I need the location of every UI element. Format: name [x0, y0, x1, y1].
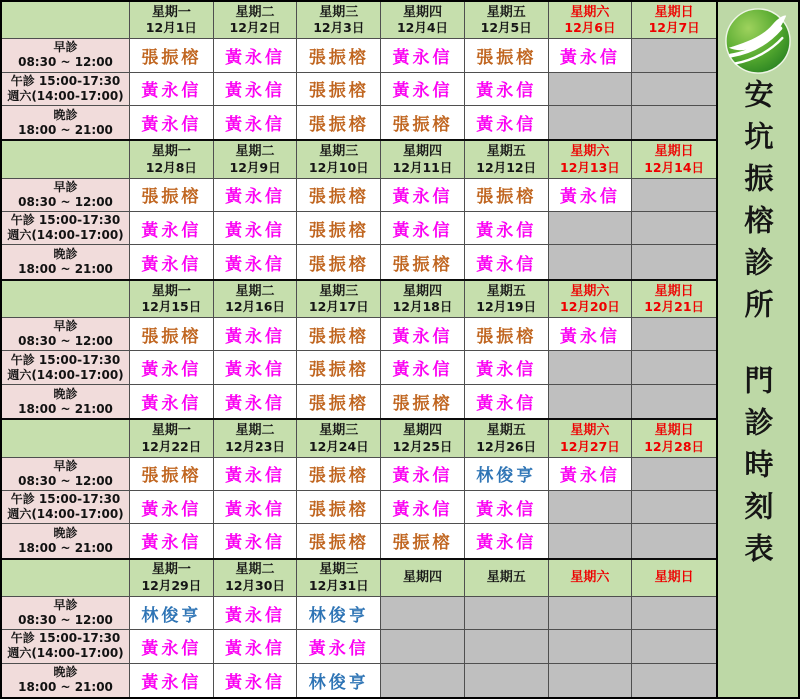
doctor-cell: 黃永信	[465, 491, 549, 524]
doctor-cell: 林俊亨	[297, 597, 381, 630]
day-name-label: 星期六	[570, 4, 610, 20]
day-header-星期一	[130, 420, 214, 457]
doctor-cell: 黃永信	[465, 351, 549, 384]
day-date-label: 12月15日	[141, 299, 202, 315]
doctor-cell: 黃永信	[130, 245, 214, 278]
session-time-label: 08:30 ~ 12:00	[18, 334, 113, 349]
day-name-label: 星期二	[235, 562, 275, 578]
doctor-cell: 黃永信	[130, 524, 214, 557]
doctor-cell: 張振榕	[297, 39, 381, 72]
doctor-cell: 黃永信	[214, 39, 298, 72]
doctor-cell: 黃永信	[214, 524, 298, 557]
day-header-星期四	[381, 141, 465, 178]
closed-cell	[549, 664, 633, 697]
doctor-cell: 黃永信	[465, 245, 549, 278]
day-name-label: 星期三	[319, 283, 359, 299]
day-header-星期五	[465, 281, 549, 318]
doctor-cell: 張振榕	[297, 318, 381, 351]
time-row-label	[2, 179, 130, 212]
day-name-label: 星期三	[319, 144, 359, 160]
doctor-cell: 張振榕	[297, 458, 381, 491]
session-name-label: 午診 15:00-17:30	[10, 352, 121, 367]
doctor-cell: 黃永信	[214, 179, 298, 212]
day-header-星期六	[549, 141, 633, 178]
closed-cell	[632, 318, 716, 351]
day-header-星期六	[549, 281, 633, 318]
time-row-label	[2, 212, 130, 245]
doctor-cell: 黃永信	[381, 39, 465, 72]
doctor-cell: 黃永信	[381, 458, 465, 491]
closed-cell	[465, 630, 549, 663]
day-date-label: 12月24日	[308, 438, 369, 454]
doctor-cell: 黃永信	[549, 318, 633, 351]
day-name-label: 星期四	[402, 423, 442, 439]
closed-cell	[632, 630, 716, 663]
doctor-cell: 張振榕	[297, 524, 381, 557]
time-row-label	[2, 39, 130, 72]
session-time-label: 18:00 ~ 21:00	[18, 262, 113, 277]
session-time-label: 18:00 ~ 21:00	[18, 122, 113, 137]
corner-cell	[2, 560, 130, 597]
day-date-label: 12月7日	[648, 20, 700, 36]
day-date-label: 12月16日	[225, 299, 285, 315]
session-name-label: 午診 15:00-17:30	[10, 492, 121, 507]
day-name-label: 星期日	[654, 569, 694, 585]
day-date-label: 12月10日	[308, 159, 369, 175]
day-header-星期三	[297, 2, 381, 39]
closed-cell	[549, 524, 633, 557]
closed-cell	[632, 39, 716, 72]
day-name-label: 星期六	[570, 423, 610, 439]
day-name-label: 星期日	[654, 144, 694, 160]
day-name-label: 星期四	[402, 4, 442, 20]
corner-cell	[2, 281, 130, 318]
day-name-label: 星期六	[570, 283, 610, 299]
day-date-label: 12月3日	[313, 20, 365, 36]
session-time-label: 週六(14:00-17:00)	[7, 507, 124, 522]
session-time-label: 08:30 ~ 12:00	[18, 613, 113, 628]
day-date-label: 12月2日	[229, 20, 281, 36]
closed-cell	[549, 630, 633, 663]
doctor-cell: 黃永信	[130, 491, 214, 524]
session-name-label: 晚診	[53, 107, 78, 122]
day-name-label: 星期六	[570, 144, 610, 160]
day-name-label: 星期一	[151, 423, 191, 439]
day-header-星期三	[297, 141, 381, 178]
doctor-cell: 張振榕	[465, 318, 549, 351]
time-row-label	[2, 73, 130, 106]
day-date-label: 12月26日	[476, 438, 537, 454]
day-name-label: 星期六	[570, 569, 610, 585]
day-date-label: 12月5日	[480, 20, 532, 36]
day-header-星期日	[632, 560, 716, 597]
session-name-label: 早診	[53, 179, 78, 194]
session-name-label: 早診	[53, 319, 78, 334]
day-header-星期二	[214, 2, 298, 39]
doctor-cell: 黃永信	[381, 73, 465, 106]
session-time-label: 18:00 ~ 21:00	[18, 401, 113, 416]
doctor-cell: 黃永信	[381, 491, 465, 524]
doctor-cell: 林俊亨	[297, 664, 381, 697]
day-name-label: 星期三	[319, 562, 359, 578]
doctor-cell: 張振榕	[465, 39, 549, 72]
closed-cell	[632, 73, 716, 106]
day-header-星期三	[297, 281, 381, 318]
session-time-label: 週六(14:00-17:00)	[7, 228, 124, 243]
doctor-cell: 黃永信	[465, 212, 549, 245]
day-date-label: 12月11日	[392, 159, 453, 175]
day-header-星期四	[381, 420, 465, 457]
doctor-cell: 黃永信	[381, 318, 465, 351]
closed-cell	[549, 106, 633, 139]
doctor-cell: 張振榕	[297, 212, 381, 245]
week-block-5	[2, 560, 716, 697]
time-row-label	[2, 351, 130, 384]
day-header-星期日	[632, 420, 716, 457]
closed-cell	[632, 664, 716, 697]
doctor-cell: 黃永信	[214, 351, 298, 384]
day-date-label: 12月21日	[644, 299, 705, 315]
day-header-星期一	[130, 560, 214, 597]
doctor-cell: 張振榕	[297, 351, 381, 384]
day-date-label: 12月30日	[225, 578, 285, 594]
day-header-星期二	[214, 141, 298, 178]
day-date-label: 12月25日	[392, 438, 453, 454]
doctor-cell: 張振榕	[297, 491, 381, 524]
session-name-label: 午診 15:00-17:30	[10, 213, 121, 228]
clinic-sidebar	[718, 2, 798, 697]
doctor-cell: 黃永信	[381, 351, 465, 384]
day-name-label: 星期一	[151, 144, 191, 160]
doctor-cell: 張振榕	[297, 106, 381, 139]
time-row-label	[2, 385, 130, 418]
corner-cell	[2, 2, 130, 39]
session-time-label: 週六(14:00-17:00)	[7, 88, 124, 103]
closed-cell	[549, 245, 633, 278]
day-name-label: 星期五	[486, 144, 526, 160]
doctor-cell: 林俊亨	[130, 597, 214, 630]
day-date-label: 12月14日	[644, 159, 705, 175]
day-header-星期六	[549, 560, 633, 597]
doctor-cell: 張振榕	[465, 179, 549, 212]
doctor-cell: 黃永信	[130, 664, 214, 697]
doctor-cell: 張振榕	[297, 179, 381, 212]
day-header-星期六	[549, 2, 633, 39]
doctor-cell: 張振榕	[381, 106, 465, 139]
time-row-label	[2, 458, 130, 491]
session-name-label: 午診 15:00-17:30	[10, 631, 121, 646]
day-header-星期一	[130, 2, 214, 39]
day-header-星期四	[381, 560, 465, 597]
doctor-cell: 黃永信	[214, 597, 298, 630]
session-time-label: 08:30 ~ 12:00	[18, 55, 113, 70]
doctor-cell: 黃永信	[130, 351, 214, 384]
doctor-cell: 張振榕	[130, 318, 214, 351]
time-row-label	[2, 664, 130, 697]
doctor-cell: 黃永信	[465, 524, 549, 557]
doctor-cell: 黃永信	[130, 106, 214, 139]
time-row-label	[2, 491, 130, 524]
time-row-label	[2, 245, 130, 278]
doctor-cell: 黃永信	[130, 73, 214, 106]
day-name-label: 星期日	[654, 283, 694, 299]
day-name-label: 星期二	[235, 283, 275, 299]
closed-cell	[549, 491, 633, 524]
closed-cell	[549, 73, 633, 106]
day-header-星期五	[465, 420, 549, 457]
doctor-cell: 張振榕	[297, 245, 381, 278]
day-name-label: 星期五	[486, 283, 526, 299]
closed-cell	[632, 106, 716, 139]
doctor-cell: 黃永信	[549, 458, 633, 491]
day-header-星期四	[381, 281, 465, 318]
time-row-label	[2, 597, 130, 630]
day-header-星期三	[297, 560, 381, 597]
closed-cell	[381, 664, 465, 697]
session-name-label: 晚診	[53, 247, 78, 262]
day-name-label: 星期四	[402, 283, 442, 299]
closed-cell	[465, 597, 549, 630]
day-date-label: 12月27日	[560, 438, 620, 454]
session-name-label: 早診	[53, 40, 78, 55]
closed-cell	[632, 491, 716, 524]
doctor-cell: 黃永信	[381, 179, 465, 212]
day-header-星期一	[130, 141, 214, 178]
day-header-星期五	[465, 141, 549, 178]
day-name-label: 星期二	[235, 4, 275, 20]
closed-cell	[381, 597, 465, 630]
week-block-3	[2, 281, 716, 420]
day-date-label: 12月17日	[308, 299, 369, 315]
day-header-星期四	[381, 2, 465, 39]
doctor-cell: 黃永信	[549, 39, 633, 72]
session-time-label: 08:30 ~ 12:00	[18, 194, 113, 209]
day-header-星期六	[549, 420, 633, 457]
day-name-label: 星期五	[486, 569, 526, 585]
session-time-label: 週六(14:00-17:00)	[7, 367, 124, 382]
day-name-label: 星期四	[402, 569, 442, 585]
day-header-星期三	[297, 420, 381, 457]
doctor-cell: 黃永信	[297, 630, 381, 663]
doctor-cell: 黃永信	[130, 212, 214, 245]
day-name-label: 星期二	[235, 144, 275, 160]
doctor-cell: 張振榕	[381, 245, 465, 278]
session-name-label: 早診	[53, 458, 78, 473]
closed-cell	[632, 245, 716, 278]
doctor-cell: 黃永信	[214, 73, 298, 106]
day-date-label: 12月23日	[225, 438, 285, 454]
doctor-cell: 張振榕	[130, 458, 214, 491]
session-time-label: 週六(14:00-17:00)	[7, 646, 124, 661]
closed-cell	[632, 385, 716, 418]
day-header-星期二	[214, 420, 298, 457]
doctor-cell: 黃永信	[549, 179, 633, 212]
closed-cell	[549, 385, 633, 418]
day-date-label: 12月1日	[145, 20, 197, 36]
session-name-label: 晚診	[53, 525, 78, 540]
day-date-label: 12月12日	[476, 159, 537, 175]
session-time-label: 18:00 ~ 21:00	[18, 680, 113, 695]
day-name-label: 星期一	[151, 562, 191, 578]
week-block-4	[2, 420, 716, 559]
corner-cell	[2, 141, 130, 178]
session-time-label: 08:30 ~ 12:00	[18, 473, 113, 488]
time-row-label	[2, 106, 130, 139]
day-header-星期一	[130, 281, 214, 318]
doctor-cell: 黃永信	[214, 630, 298, 663]
day-header-星期日	[632, 141, 716, 178]
day-header-星期日	[632, 2, 716, 39]
schedule-title-vertical: 門診時刻表	[740, 365, 775, 575]
closed-cell	[549, 597, 633, 630]
doctor-cell: 黃永信	[214, 106, 298, 139]
day-name-label: 星期三	[319, 4, 359, 20]
doctor-cell: 黃永信	[214, 318, 298, 351]
doctor-cell: 張振榕	[297, 73, 381, 106]
day-header-星期二	[214, 281, 298, 318]
doctor-cell: 張振榕	[381, 524, 465, 557]
doctor-cell: 黃永信	[214, 212, 298, 245]
closed-cell	[632, 351, 716, 384]
day-date-label: 12月31日	[308, 578, 369, 594]
doctor-cell: 張振榕	[297, 385, 381, 418]
doctor-cell: 林俊亨	[465, 458, 549, 491]
clinic-logo-icon	[724, 7, 792, 75]
day-name-label: 星期一	[151, 283, 191, 299]
closed-cell	[632, 458, 716, 491]
closed-cell	[549, 212, 633, 245]
day-name-label: 星期五	[486, 4, 526, 20]
closed-cell	[632, 597, 716, 630]
session-name-label: 晚診	[53, 665, 78, 680]
day-date-label: 12月8日	[145, 159, 197, 175]
time-row-label	[2, 524, 130, 557]
day-date-label: 12月20日	[560, 299, 620, 315]
doctor-cell: 張振榕	[130, 179, 214, 212]
day-header-星期二	[214, 560, 298, 597]
closed-cell	[632, 524, 716, 557]
doctor-cell: 黃永信	[214, 491, 298, 524]
closed-cell	[632, 179, 716, 212]
time-row-label	[2, 318, 130, 351]
day-header-星期五	[465, 2, 549, 39]
day-date-label: 12月13日	[560, 159, 620, 175]
doctor-cell: 張振榕	[130, 39, 214, 72]
day-date-label: 12月19日	[476, 299, 537, 315]
clinic-name-vertical: 安坑振榕診所	[740, 79, 775, 331]
day-date-label: 12月22日	[141, 438, 202, 454]
doctor-cell: 黃永信	[214, 458, 298, 491]
week-block-1	[2, 2, 716, 141]
doctor-cell: 黃永信	[465, 385, 549, 418]
doctor-cell: 黃永信	[214, 664, 298, 697]
doctor-cell: 黃永信	[214, 385, 298, 418]
closed-cell	[381, 630, 465, 663]
doctor-cell: 黃永信	[130, 630, 214, 663]
day-date-label: 12月18日	[392, 299, 453, 315]
session-name-label: 晚診	[53, 386, 78, 401]
doctor-cell: 張振榕	[381, 385, 465, 418]
doctor-cell: 黃永信	[381, 212, 465, 245]
day-name-label: 星期日	[654, 423, 694, 439]
doctor-cell: 黃永信	[465, 73, 549, 106]
day-name-label: 星期日	[654, 4, 694, 20]
day-header-星期五	[465, 560, 549, 597]
schedule-table	[2, 2, 718, 697]
day-date-label: 12月28日	[644, 438, 705, 454]
day-date-label: 12月6日	[564, 20, 616, 36]
day-name-label: 星期一	[151, 4, 191, 20]
sidebar-vertical-text	[738, 79, 779, 575]
closed-cell	[465, 664, 549, 697]
week-block-2	[2, 141, 716, 280]
corner-cell	[2, 420, 130, 457]
doctor-cell: 黃永信	[465, 106, 549, 139]
doctor-cell: 黃永信	[130, 385, 214, 418]
closed-cell	[549, 351, 633, 384]
time-row-label	[2, 630, 130, 663]
day-name-label: 星期二	[235, 423, 275, 439]
closed-cell	[632, 212, 716, 245]
day-date-label: 12月4日	[396, 20, 449, 36]
day-date-label: 12月29日	[141, 578, 202, 594]
day-name-label: 星期四	[402, 144, 442, 160]
day-name-label: 星期三	[319, 423, 359, 439]
session-time-label: 18:00 ~ 21:00	[18, 540, 113, 555]
day-name-label: 星期五	[486, 423, 526, 439]
session-name-label: 早診	[53, 598, 78, 613]
session-name-label: 午診 15:00-17:30	[10, 73, 121, 88]
day-date-label: 12月9日	[229, 159, 281, 175]
doctor-cell: 黃永信	[214, 245, 298, 278]
day-header-星期日	[632, 281, 716, 318]
